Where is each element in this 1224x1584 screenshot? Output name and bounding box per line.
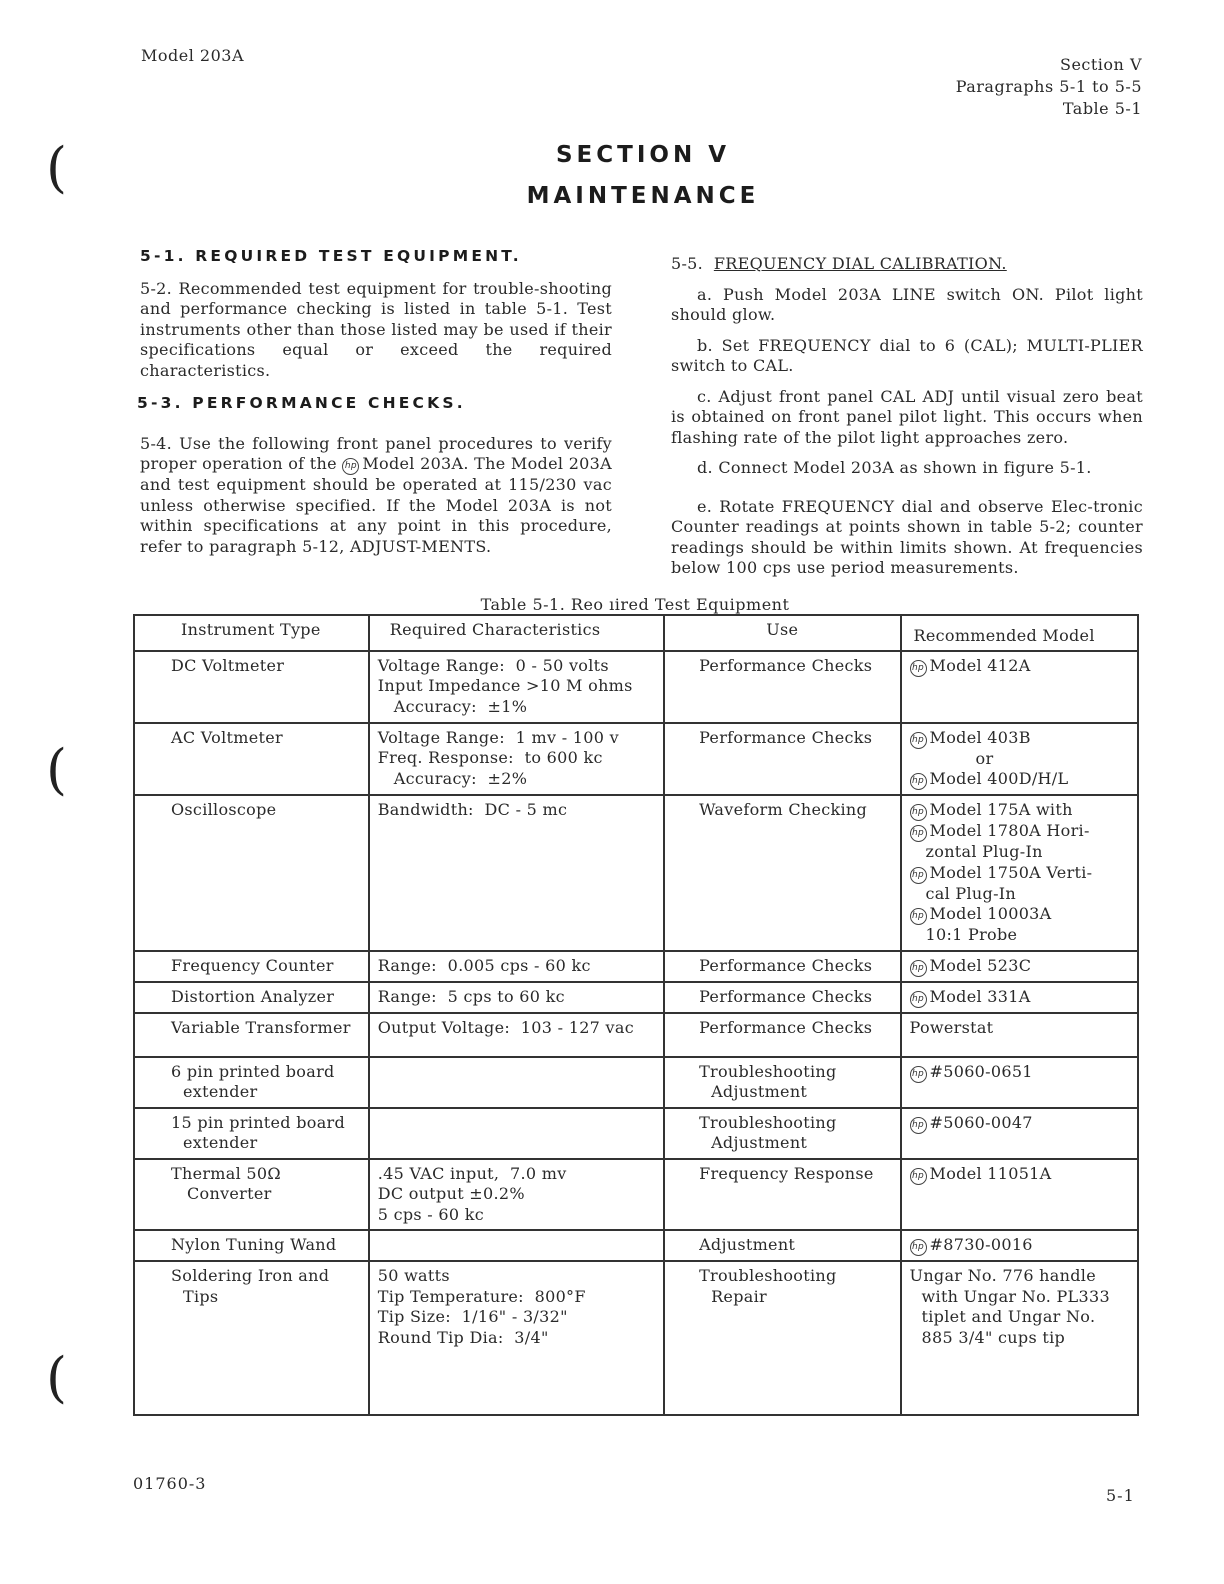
cell-model: hp #8730-0016	[901, 1230, 1138, 1261]
table-caption: Table 5-1. Reo ıired Test Equipment	[480, 595, 790, 614]
hp-logo-icon: hp	[910, 660, 927, 677]
cell-characteristics: Range: 0.005 cps - 60 kc	[369, 951, 664, 982]
cell-model: hp Model 175A with hp Model 1780A Hori- zontal Plug-In hp Model 1750A Verti- cal Plug-In hp Model 10003A 10:1 Probe	[901, 795, 1138, 951]
header-section-ref	[956, 54, 1142, 120]
cell-characteristics: Range: 5 cps to 60 kc	[369, 982, 664, 1013]
hp-logo-icon: hp	[910, 773, 927, 790]
step-e: e. Rotate FREQUENCY dial and observe Elec-tronic Counter readings at points shown in table 5-2; counter readings should be within limits shown. At frequencies below 100 cps use period measurements.	[671, 496, 1143, 577]
table-row	[134, 723, 1138, 796]
right-column	[671, 254, 1143, 589]
test-equipment-table	[133, 614, 1139, 1416]
header-model: Model 203A	[141, 46, 245, 65]
hp-logo-icon: hp	[910, 991, 927, 1008]
cell-model: hp Model 412A	[901, 651, 1138, 723]
heading-number: 5-5.	[671, 254, 704, 273]
hp-logo-icon: hp	[342, 458, 359, 475]
cell-instrument-type: Variable Transformer	[134, 1013, 369, 1057]
cell-use: Troubleshooting Adjustment	[664, 1057, 900, 1108]
cell-instrument-type: 15 pin printed board extender	[134, 1108, 369, 1159]
binder-hole-mark: (	[46, 738, 68, 801]
step-c: c. Adjust front panel CAL ADJ until visual zero beat is obtained on front panel pilot light. This occurs when flashing rate of the pilot light approaches zero.	[671, 386, 1143, 447]
header-instrument-type: Instrument Type	[134, 615, 369, 651]
binder-hole-mark: (	[46, 1346, 68, 1409]
cell-model: Powerstat	[901, 1013, 1138, 1057]
section-title: SECTION V	[555, 142, 730, 168]
cell-characteristics: Output Voltage: 103 - 127 vac	[369, 1013, 664, 1057]
cell-instrument-type: Frequency Counter	[134, 951, 369, 982]
header-required-characteristics: Required Characteristics	[369, 615, 664, 651]
left-column	[137, 246, 612, 567]
cell-characteristics	[369, 1230, 664, 1261]
heading-required-test-equipment: 5-1. REQUIRED TEST EQUIPMENT.	[140, 247, 522, 265]
cell-characteristics: Voltage Range: 0 - 50 volts Input Impedance >10 M ohms Accuracy: ±1%	[369, 651, 664, 723]
cell-use: Performance Checks	[664, 651, 900, 723]
footer-page-number: 5-1	[1106, 1486, 1135, 1505]
hp-logo-icon: hp	[910, 1117, 927, 1134]
section-subtitle: MAINTENANCE	[526, 183, 760, 209]
cell-instrument-type: Nylon Tuning Wand	[134, 1230, 369, 1261]
cell-model: hp Model 523C	[901, 951, 1138, 982]
hp-logo-icon: hp	[910, 960, 927, 977]
cell-characteristics: Voltage Range: 1 mv - 100 v Freq. Response: to 600 kc Accuracy: ±2%	[369, 723, 664, 796]
cell-use: Performance Checks	[664, 982, 900, 1013]
heading-frequency-dial-calibration	[671, 254, 1143, 275]
cell-use: Performance Checks	[664, 951, 900, 982]
cell-characteristics: .45 VAC input, 7.0 mv DC output ±0.2% 5 cps - 60 kc	[369, 1159, 664, 1231]
paragraph-5-4	[140, 434, 612, 558]
table-row	[134, 795, 1138, 951]
header-section: Section V	[1059, 55, 1142, 74]
table-row	[134, 1057, 1138, 1108]
table-row	[134, 1108, 1138, 1159]
cell-instrument-type: DC Voltmeter	[134, 651, 369, 723]
cell-use: Troubleshooting Adjustment	[664, 1108, 900, 1159]
cell-use: Waveform Checking	[664, 795, 900, 951]
hp-logo-icon: hp	[910, 1066, 927, 1083]
hp-logo-icon: hp	[910, 908, 927, 925]
hp-logo-icon: hp	[910, 1239, 927, 1256]
cell-use: Performance Checks	[664, 723, 900, 796]
cell-instrument-type: Thermal 50Ω Converter	[134, 1159, 369, 1231]
table-row	[134, 1013, 1138, 1057]
step-b: b. Set FREQUENCY dial to 6 (CAL); MULTI-PLIER switch to CAL.	[671, 335, 1143, 375]
cell-use: Frequency Response	[664, 1159, 900, 1231]
cell-model: hp #5060-0651	[901, 1057, 1138, 1108]
paragraph-5-4-part2: Model 203A. The Model 203A and test equipment should be operated at 115/230 vac unless otherwise specified. If the Model 203A is not within specifications at any point in this procedure, refer to paragraph 5-12, ADJUST-MENTS.	[140, 454, 612, 556]
cell-characteristics: Bandwidth: DC - 5 mc	[369, 795, 664, 951]
cell-use: Performance Checks	[664, 1013, 900, 1057]
header-recommended-model: Recommended Model	[901, 615, 1138, 651]
heading-performance-checks: 5-3. PERFORMANCE CHECKS.	[137, 394, 466, 412]
hp-logo-icon: hp	[910, 804, 927, 821]
header-paragraphs: Paragraphs 5-1 to 5-5	[955, 77, 1142, 96]
paragraph-5-2: 5-2. Recommended test equipment for trouble-shooting and performance checking is listed in table 5-1. Test instruments other than those listed may be used if their specifications equal or exceed the required characteristics.	[140, 278, 612, 380]
binder-hole-mark: (	[46, 136, 68, 199]
step-d: d. Connect Model 203A as shown in figure 5-1.	[697, 458, 1092, 477]
header-table: Table 5-1	[1062, 99, 1142, 118]
table-row	[134, 651, 1138, 723]
table-header-row	[134, 615, 1138, 651]
cell-characteristics: 50 watts Tip Temperature: 800°F Tip Size: 1/16" - 3/32" Round Tip Dia: 3/4"	[369, 1261, 664, 1415]
cell-instrument-type: Soldering Iron and Tips	[134, 1261, 369, 1415]
hp-logo-icon: hp	[910, 732, 927, 749]
step-a: a. Push Model 203A LINE switch ON. Pilot light should glow.	[671, 284, 1143, 324]
cell-model: hp Model 403B or hp Model 400D/H/L	[901, 723, 1138, 796]
cell-model: Ungar No. 776 handle with Ungar No. PL333 tiplet and Ungar No. 885 3/4" cups tip	[901, 1261, 1138, 1415]
table-row	[134, 951, 1138, 982]
cell-model: hp #5060-0047	[901, 1108, 1138, 1159]
table-row	[134, 1261, 1138, 1415]
cell-use: Troubleshooting Repair	[664, 1261, 900, 1415]
cell-instrument-type: Distortion Analyzer	[134, 982, 369, 1013]
cell-instrument-type: Oscilloscope	[134, 795, 369, 951]
cell-use: Adjustment	[664, 1230, 900, 1261]
cell-characteristics	[369, 1057, 664, 1108]
header-use: Use	[664, 615, 900, 651]
heading-text: FREQUENCY DIAL CALIBRATION.	[713, 254, 1007, 273]
footer-doc-number: 01760-3	[133, 1474, 207, 1493]
cell-model: hp Model 11051A	[901, 1159, 1138, 1231]
table-row	[134, 1159, 1138, 1231]
paragraph-5-4-part1: 5-4. Use the following front panel procedures to verify proper operation of the	[140, 433, 612, 473]
cell-instrument-type: 6 pin printed board extender	[134, 1057, 369, 1108]
cell-model: hp Model 331A	[901, 982, 1138, 1013]
cell-characteristics	[369, 1108, 664, 1159]
hp-logo-icon: hp	[910, 825, 927, 842]
hp-logo-icon: hp	[910, 867, 927, 884]
cell-instrument-type: AC Voltmeter	[134, 723, 369, 796]
table-row	[134, 1230, 1138, 1261]
table-row	[134, 982, 1138, 1013]
hp-logo-icon: hp	[910, 1168, 927, 1185]
